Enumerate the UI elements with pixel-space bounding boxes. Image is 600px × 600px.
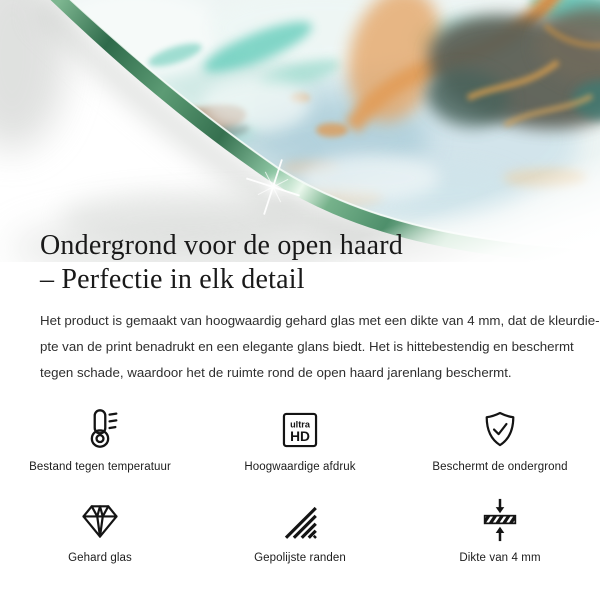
feature-label: Dikte van 4 mm bbox=[459, 552, 541, 564]
thermometer-icon bbox=[77, 402, 123, 452]
photo-fade bbox=[280, 20, 600, 262]
feature-tempered-glass bbox=[0, 493, 200, 564]
feature-label: Beschermt de ondergrond bbox=[432, 461, 568, 473]
ultra-hd-icon bbox=[278, 402, 322, 452]
feature-label: Gehard glas bbox=[68, 552, 132, 564]
polished-edges-icon bbox=[279, 493, 321, 543]
description-line: tegen schade, waardoor het de ruimte rond de open haard jarenlang beschermt. bbox=[40, 364, 512, 380]
shield-check-icon bbox=[478, 402, 522, 452]
feature-protection bbox=[400, 402, 600, 473]
page-title-line2: – Perfectie in elk detail bbox=[40, 264, 305, 295]
page-title bbox=[40, 229, 403, 297]
feature-polished-edges bbox=[200, 493, 400, 564]
feature-label: Hoogwaardige afdruk bbox=[244, 461, 356, 473]
ultra-hd-text-bottom: HD bbox=[290, 429, 310, 444]
diamond-icon bbox=[77, 493, 123, 543]
product-description bbox=[40, 308, 600, 385]
feature-print-quality bbox=[200, 402, 400, 473]
feature-thickness bbox=[400, 493, 600, 564]
thickness-icon bbox=[477, 493, 523, 543]
description-line: Het product is gemaakt van hoogwaardig gehard glas met een dikte van 4 mm, dat de kleurdie- bbox=[40, 313, 600, 328]
feature-temperature bbox=[0, 402, 200, 473]
feature-grid bbox=[0, 402, 600, 564]
page-title-line1: Ondergrond voor de open haard bbox=[40, 230, 403, 261]
ultra-hd-text-top: ultra bbox=[290, 419, 310, 430]
description-line: pte van de print benadrukt en een elegante glans biedt. Het is hittebestendig en beschermt bbox=[40, 338, 574, 354]
product-photo bbox=[0, 0, 600, 262]
feature-label: Gepolijste randen bbox=[254, 552, 346, 564]
feature-label: Bestand tegen temperatuur bbox=[29, 461, 171, 473]
